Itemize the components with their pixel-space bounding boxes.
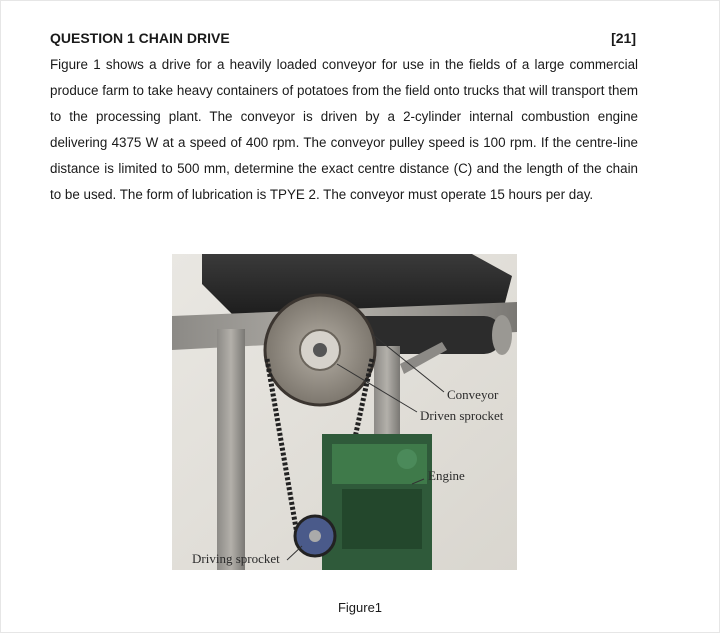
figure-1-illustration (172, 254, 517, 570)
figure-caption: Figure1 (337, 600, 383, 615)
question-heading (50, 30, 636, 46)
label-engine: Engine (428, 468, 465, 483)
label-driven-sprocket: Driven sprocket (420, 408, 504, 423)
label-driving-sprocket: Driving sprocket (192, 551, 280, 566)
support-leg (217, 329, 245, 570)
question-body: Figure 1 shows a drive for a heavily loaded conveyor for use in the fields of a large commercial produce farm to take heavy containers of potatoes from the field onto trucks that will transport them to the processing plant. The conveyor is driven by a 2-cylinder internal combustion engine delivering 4375 W at a speed of 400 rpm. The conveyor pulley speed is 100 rpm. If the centre-line distance is limited to 500 mm, determine the exact centre distance (C) and the length of the chain to be used. The form of lubrication is TPYE 2. The conveyor must operate 15 hours per day. (50, 57, 638, 202)
question-marks: [21] (611, 30, 636, 46)
label-conveyor: Conveyor (447, 387, 499, 402)
question-title: QUESTION 1 CHAIN DRIVE (50, 30, 230, 46)
